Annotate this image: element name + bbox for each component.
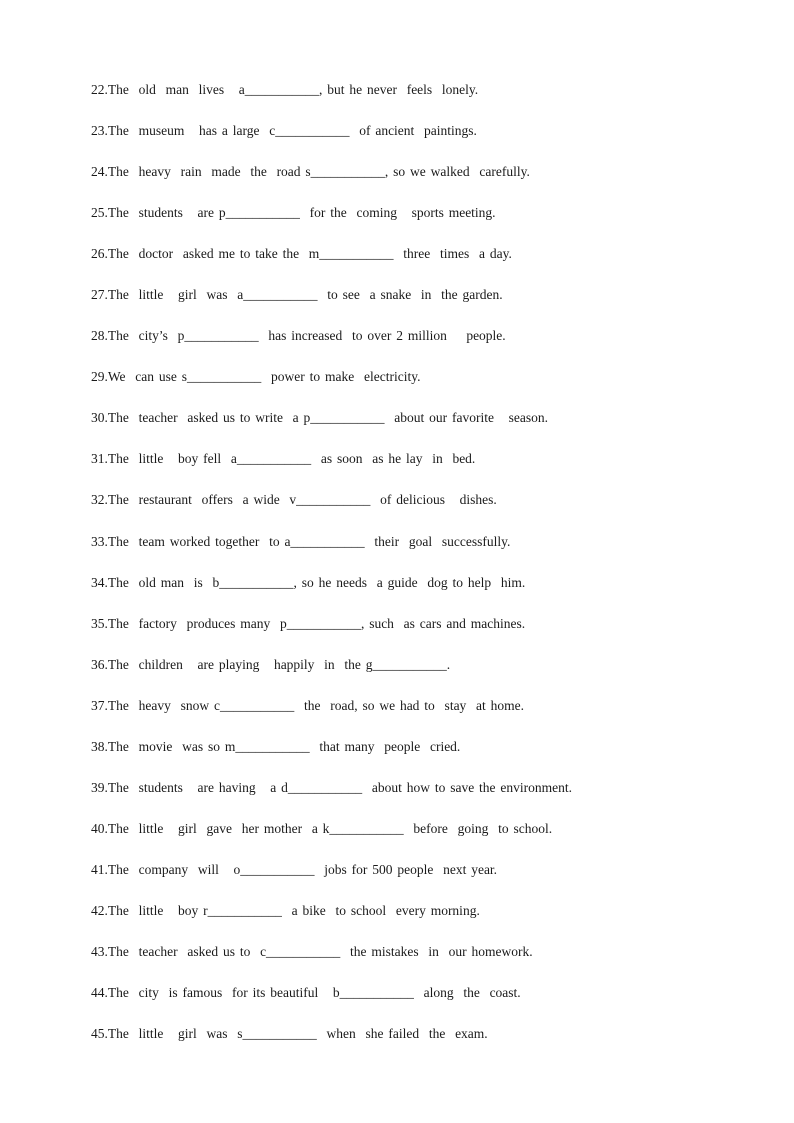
sentence-24: 24.The heavy rain made the road s___________, so we walked carefully. [91,164,530,180]
sentence-26: 26.The doctor asked me to take the m___________ three times a day. [91,246,512,262]
sentence-31: 31.The little boy fell a___________ as soon as he lay in bed. [91,451,476,467]
sentence-44: 44.The city is famous for its beautiful b___________ along the coast. [91,985,521,1001]
sentence-list [91,80,771,1065]
sentence-39: 39.The students are having a d___________ about how to save the environment. [91,779,573,795]
sentence-29: 29.We can use s___________ power to make electricity. [91,369,421,385]
sentence-38: 38.The movie was so m___________ that many people cried. [91,738,461,754]
sentence-42: 42.The little boy r___________ a bike to school every morning. [91,902,480,918]
sentence-30: 30.The teacher asked us to write a p___________ about our favorite season. [91,410,549,426]
sentence-40: 40.The little girl gave her mother a k___________ before going to school. [91,820,553,836]
sentence-36: 36.The children are playing happily in the g___________. [91,656,451,672]
sentence-41: 41.The company will o___________ jobs for 500 people next year. [91,861,498,877]
sentence-43: 43.The teacher asked us to c___________ the mistakes in our homework. [91,943,533,959]
sentence-23: 23.The museum has a large c___________ of ancient paintings. [91,123,477,139]
sentence-37: 37.The heavy snow c___________ the road, so we had to stay at home. [91,697,525,713]
sentence-34: 34.The old man is b___________, so he needs a guide dog to help him. [91,574,526,590]
sentence-33: 33.The team worked together to a___________ their goal successfully. [91,533,511,549]
sentence-22: 22.The old man lives a___________, but he never feels lonely. [91,82,479,97]
sentence-27: 27.The little girl was a___________ to see a snake in the garden. [91,287,503,303]
sentence-32: 32.The restaurant offers a wide v___________ of delicious dishes. [91,492,497,508]
sentence-28: 28.The city’s p___________ has increased to over 2 million people. [91,328,506,344]
sentence-25: 25.The students are p___________ for the coming sports meeting. [91,205,496,221]
sentence-45: 45.The little girl was s___________ when she failed the exam. [91,1026,488,1042]
sentence-35: 35.The factory produces many p___________, such as cars and machines. [91,615,526,631]
